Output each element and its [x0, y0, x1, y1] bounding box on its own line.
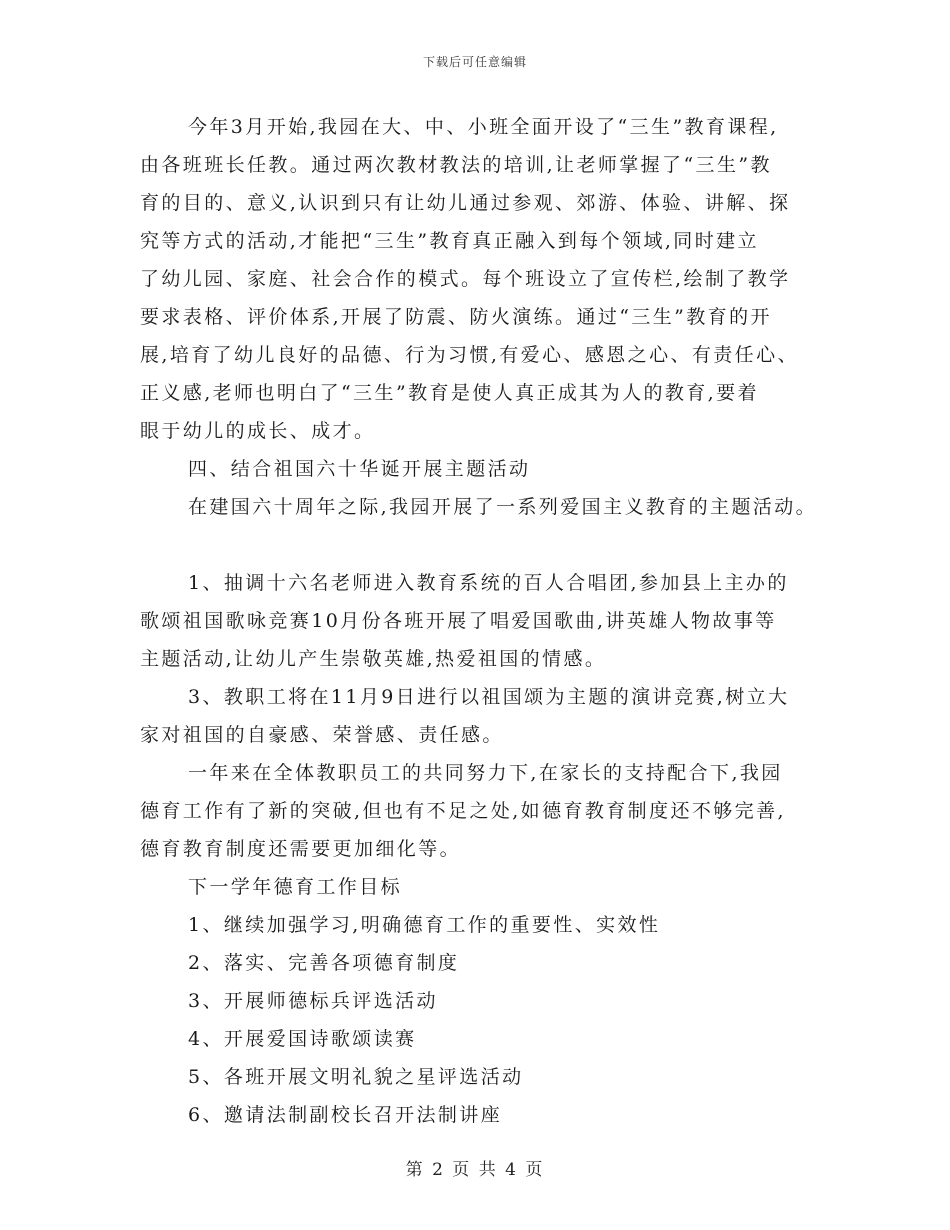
- page-header: 下载后可任意编辑: [422, 55, 527, 69]
- paragraph-line: 一年来在全体教职员工的共同努力下,在家长的支持配合下,我园: [188, 762, 783, 784]
- paragraph-line: 主题活动,让幼儿产生崇敬英雄,热爱祖国的情感。: [140, 648, 607, 670]
- goal-item: 3、开展师德标兵评选活动: [188, 990, 438, 1012]
- paragraph-line: 正义感,老师也明白了“三生”教育是使人真正成其为人的教育,要着: [140, 382, 759, 404]
- paragraph-line: 家对祖国的自豪感、荣誉感、责任感。: [140, 724, 504, 746]
- goal-item: 4、开展爱国诗歌颂读赛: [188, 1028, 417, 1050]
- paragraph-line: 今年3月开始,我园在大、中、小班全面开设了“三生”教育课程,: [188, 116, 779, 138]
- paragraph-line: 由各班班长任教。通过两次教材教法的培训,让老师掌握了“三生”教: [140, 154, 772, 176]
- goal-item: 5、各班开展文明礼貌之星评选活动: [188, 1066, 524, 1088]
- goal-item: 1、继续加强学习,明确德育工作的重要性、实效性: [188, 914, 661, 936]
- paragraph-line: 歌颂祖国歌咏竞赛10月份各班开展了唱爱国歌曲,讲英雄人物故事等: [140, 610, 777, 632]
- paragraph-line: 育的目的、意义,认识到只有让幼儿通过参观、郊游、体验、讲解、探: [140, 192, 791, 214]
- list-item: 3、教职工将在11月9日进行以祖国颂为主题的演讲竞赛,树立大: [188, 686, 790, 708]
- paragraph-line: 了幼儿园、家庭、社会合作的模式。每个班设立了宣传栏,绘制了教学: [140, 268, 791, 290]
- section-heading: 下一学年德育工作目标: [188, 876, 403, 898]
- paragraph-line: 究等方式的活动,才能把“三生”教育真正融入到每个领域,同时建立: [140, 230, 759, 252]
- list-item: 1、抽调十六名老师进入教育系统的百人合唱团,参加县上主办的: [188, 572, 789, 594]
- goal-item: 2、落实、完善各项德育制度: [188, 952, 460, 974]
- document-body: [140, 108, 820, 1134]
- paragraph-line: 在建国六十周年之际,我园开展了一系列爱国主义教育的主题活动。: [188, 496, 818, 518]
- paragraph-line: 德育教育制度还需要更加细化等。: [140, 838, 462, 860]
- page-number: 第 2 页 共 4 页: [405, 1160, 545, 1180]
- paragraph-line: 展,培育了幼儿良好的品德、行为习惯,有爱心、感恩之心、有责任心、: [140, 344, 799, 366]
- section-heading: 四、结合祖国六十华诞开展主题活动: [188, 458, 531, 480]
- paragraph-line: 要求表格、评价体系,开展了防震、防火演练。通过“三生”教育的开: [140, 306, 772, 328]
- goal-item: 6、邀请法制副校长召开法制讲座: [188, 1104, 503, 1126]
- blank-line: [140, 526, 820, 564]
- paragraph-line: 德育工作有了新的突破,但也有不足之处,如德育教育制度还不够完善,: [140, 800, 786, 822]
- paragraph-line: 眼于幼儿的成长、成才。: [140, 420, 376, 442]
